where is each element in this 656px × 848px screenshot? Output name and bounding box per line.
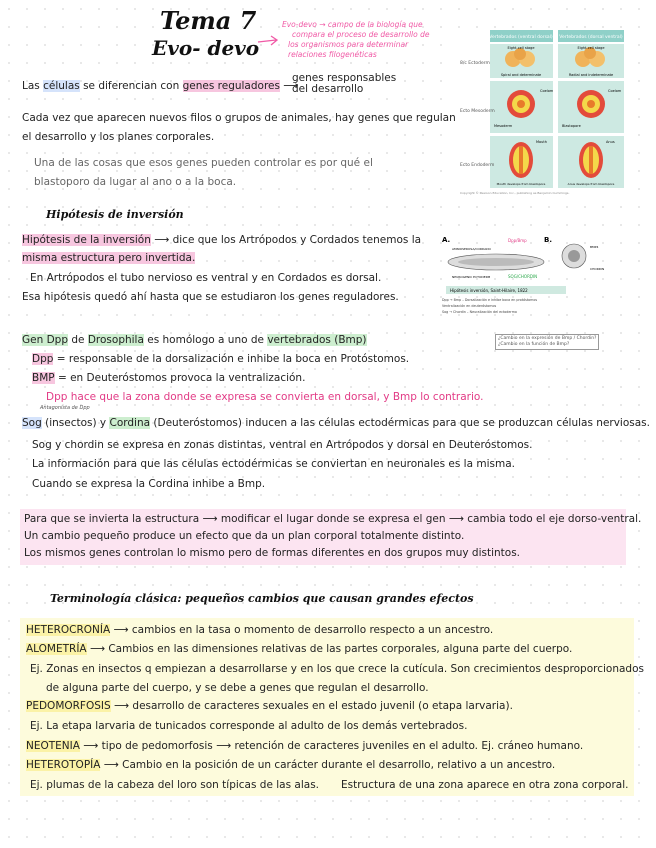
fig1-header-right: Vertebrados (dorsal ventral): [559, 35, 623, 40]
sog-chordin-line: Sog (insectos) y Cordina (Deuteróstomos) inducen a las células ectodérmicas para que se produzcan células nerviosas.: [22, 417, 650, 429]
evodevo-definition: Evo-devo → campo de la biología que compara el proceso de desarrollo de los organismos para determinar relaciones filogenéticas: [282, 20, 430, 59]
fig2-caption-3: Sog → Chordin – Neuralización del ectodermo: [442, 310, 517, 314]
fig1-label-5: Coelom: [540, 89, 554, 93]
sog-expression-line: Sog y chordin se expresa en zonas distintas, ventral en Artrópodos y dorsal en Deuteróstomos.: [32, 439, 533, 451]
heterotopia-example: Ej. plumas de la cabeza del loro son típicas de las alas. Estructura de una zona aparece en otra zona corporal.: [30, 779, 629, 791]
paragraph-new-groups-2: el desarrollo y los planes corporales.: [22, 131, 215, 143]
fig2-label-5: BMP4: [590, 245, 599, 249]
fig2-label-1: Dpp/Bmp: [508, 238, 527, 243]
fig2-caption-title: Hipótesis inversión, Saint-Hilaire, 1822: [450, 288, 528, 293]
fig1-label-2: Eight-cell stage: [577, 46, 605, 50]
title-line1: Tema 7: [160, 6, 257, 35]
cordina-inhibits-line: Cuando se expresa la Cordina inhibe a Bmp.: [32, 478, 266, 490]
ectoderm-info-line: La información para que las células ectodérmicas se conviertan en neuronales es la misma.: [32, 458, 515, 470]
terminology-heading: Terminología clásica: pequeños cambios que causan grandes efectos: [50, 592, 474, 605]
inversion-heading: Hipótesis de inversión: [46, 208, 184, 221]
fig2-label-3: NEUROGENIC ECTODERM: [452, 275, 491, 279]
pedomorfosis-example: Ej. La etapa larvaria de tunicados corresponde al adulto de los demás vertebrados.: [30, 720, 468, 732]
genes-side-note: genes responsables del desarrollo: [292, 72, 397, 95]
fig2-caption-2: Ventralización en deuteróstomos: [442, 304, 497, 308]
blastopore-note-1: Una de las cosas que esos genes pueden controlar es por qué el: [34, 157, 373, 169]
fig2-label-2: AMNIOSEROSA/CORDADO: [452, 247, 491, 251]
fig1-embryo-right: [579, 142, 603, 178]
fig1-coelom-left: [507, 90, 535, 118]
summary-line-2: Un cambio pequeño produce un efecto que da un plan corporal totalmente distinto.: [24, 530, 465, 542]
fig1-coelom-right: [577, 90, 605, 118]
cells-line: Las células se diferencian con genes reguladores ⟶: [22, 80, 299, 92]
fig1-label-9: Mouth: [536, 140, 547, 144]
fig1-row-1: 8/c Ectoderm: [460, 61, 490, 66]
fig1-label-1: Eight-cell stage: [507, 46, 535, 50]
fig1-label-8: Blastopore: [562, 124, 581, 128]
bmp-definition: BMP = en Deuteróstomos provoca la ventralización.: [32, 372, 306, 384]
inversion-line-4: Esa hipótesis quedó ahí hasta que se estudiaron los genes reguladores.: [22, 291, 399, 303]
figure-protostome-deuterostome: [458, 28, 628, 196]
dpp-bmp-contrast: Dpp hace que la zona donde se expresa se convierta en dorsal, y Bmp lo contrario.: [46, 391, 484, 403]
fig2-label-6: CHORDIN: [590, 267, 605, 271]
blastopore-note-2: blastoporo da lugar al ano o a la boca.: [34, 176, 237, 188]
antagonist-annotation: Antagonista de Dpp: [40, 405, 90, 411]
fig1-header-left: Vertebrados (ventral dorsal): [489, 35, 553, 40]
paragraph-new-groups-1: Cada vez que aparecen nuevos filos o grupos de animales, hay genes que regulan: [22, 112, 456, 124]
fig1-label-11: Mouth develops from blastopore: [496, 182, 546, 186]
heterotopia-line: HETEROTOPÍA ⟶ Cambio en la posición de un carácter durante el desarrollo, relativo a un ancestro.: [26, 759, 556, 771]
dpp-homolog-line: Gen Dpp de Drosophila es homólogo a uno de vertebrados (Bmp): [22, 334, 367, 346]
heterocronia-line: HETEROCRONÍA ⟶ cambios en la tasa o momento de desarrollo respecto a un ancestro.: [26, 624, 494, 636]
inversion-line-1: Hipótesis de la inversión ⟶ dice que los Artrópodos y Cordados tenemos la: [22, 234, 422, 246]
fig1-label-4: Radial and indeterminate: [568, 73, 614, 77]
fig2-a-label: A.: [442, 236, 451, 244]
summary-box: [20, 509, 642, 565]
fig1-embryo-left: [509, 142, 533, 178]
alometria-example-2: de alguna parte del cuerpo, y se debe a genes que regulan el desarrollo.: [46, 682, 429, 694]
figure-inversion: [440, 234, 610, 322]
title-arrow: [256, 34, 280, 48]
dpp-definition: Dpp = responsable de la dorsalización e inhibe la boca en Protóstomos.: [32, 353, 410, 365]
alometria-line: ALOMETRÍA ⟶ Cambios en las dimensiones relativas de las partes corporales, alguna parte del cuerpo.: [26, 643, 573, 655]
terminology-box: [20, 618, 644, 796]
fig2-b-label: B.: [544, 236, 552, 244]
pedomorfosis-line: PEDOMORFOSIS ⟶ desarrollo de caracteres sexuales en el estado juvenil (o etapa larvaria).: [26, 700, 513, 712]
fig1-label-3: Spiral and determinate: [500, 73, 542, 77]
inversion-line-2: misma estructura pero invertida.: [22, 252, 196, 264]
fig1-label-7: Mesoderm: [494, 124, 513, 128]
fig1-label-12: Anus develops from blastopore: [567, 182, 615, 186]
fig1-caption: Copyright © Pearson Education, Inc., publishing as Benjamin Cummings.: [460, 191, 570, 195]
alometria-example-1: Ej. Zonas en insectos q empiezan a desarrollarse y en los que crece la cutícula. Son crecimientos desproporcionados: [30, 663, 644, 675]
fig1-row-2: Ecto Mesoderm: [460, 109, 495, 114]
neotenia-line: NEOTENIA ⟶ tipo de pedomorfosis ⟶ retención de caracteres juveniles en el adulto. Ej. cráneo humano.: [26, 740, 584, 752]
fig1-row-3: Ecto Endoderm: [460, 163, 495, 168]
fig1-label-6: Coelom: [608, 89, 622, 93]
bmp-question-box: ¿Cambio en la expresión de Bmp / Chordin? ¿Cambio en la función de Bmp?: [495, 334, 599, 350]
fig2-label-4: SOG/CHORDIN: [508, 274, 538, 279]
title-line2: Evo- devo: [152, 36, 260, 60]
summary-line-3: Los mismos genes controlan lo mismo pero de formas diferentes en dos grupos muy distintos.: [24, 547, 521, 559]
fig1-label-10: Anus: [606, 140, 615, 144]
inversion-line-3: En Artrópodos el tubo nervioso es ventral y en Cordados es dorsal.: [30, 272, 382, 284]
fig2-caption-1: Dpp → Bmp – Dorsalización e inhibe boca en protóstomos: [442, 298, 538, 302]
summary-line-1: Para que se invierta la estructura ⟶ modificar el lugar donde se expresa el gen ⟶ cambia todo el eje dorso-ventral.: [24, 513, 642, 525]
